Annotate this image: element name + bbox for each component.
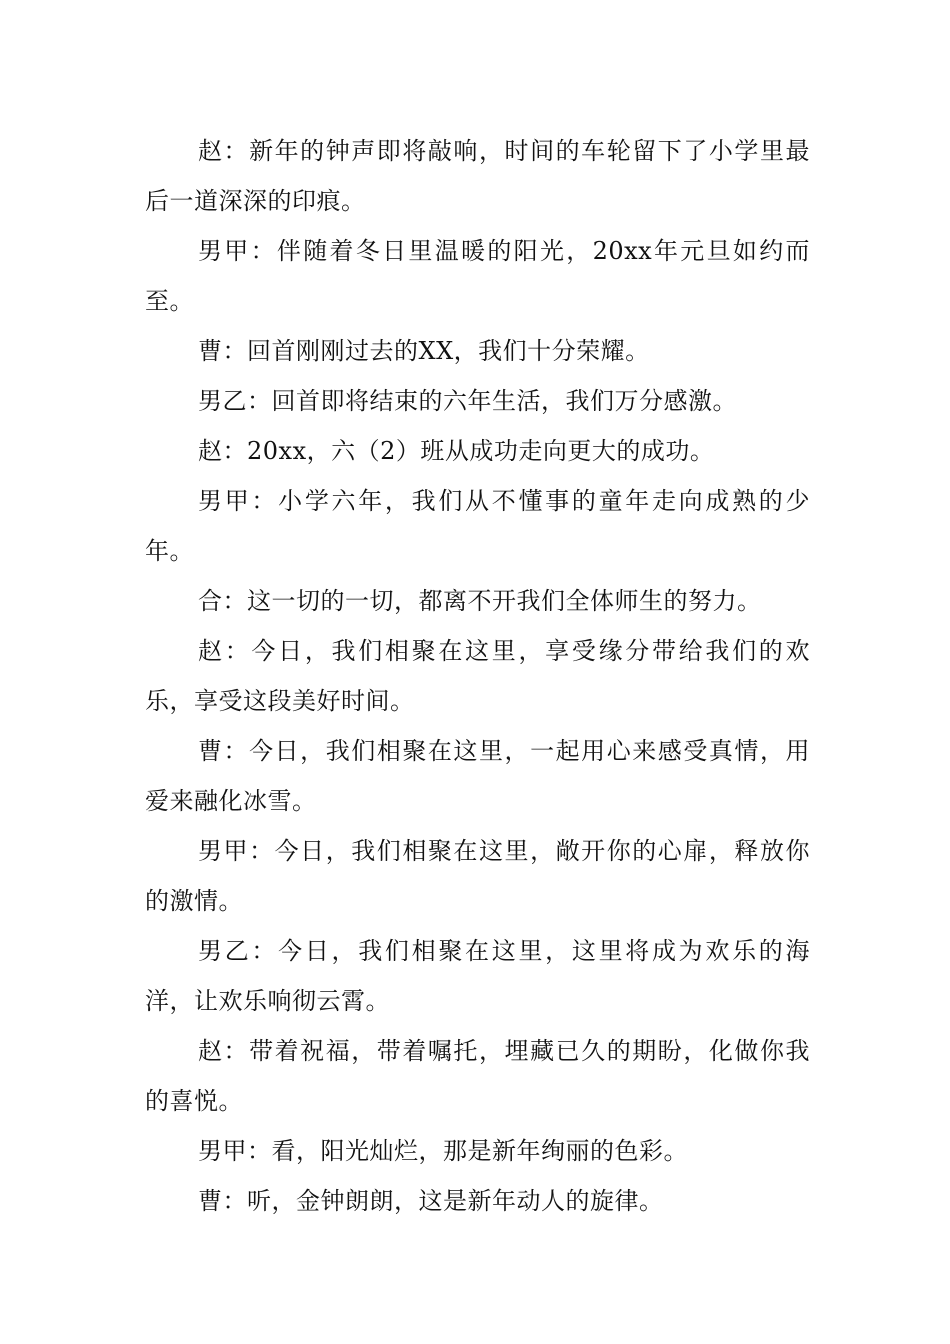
paragraph: 合：这一切的一切，都离不开我们全体师生的努力。: [198, 587, 762, 615]
paragraph: 男甲：看，阳光灿烂，那是新年绚丽的色彩。: [198, 1137, 688, 1165]
paragraph: 赵：20xx，六（2）班从成功走向更大的成功。: [198, 437, 715, 465]
paragraph: 男甲：小学六年，我们从不懂事的童年走向成熟的少年。: [145, 487, 810, 565]
document-body: [145, 126, 810, 1226]
paragraph: 赵：新年的钟声即将敲响，时间的车轮留下了小学里最后一道深深的印痕。: [145, 137, 810, 215]
paragraph: 男乙：今日，我们相聚在这里，这里将成为欢乐的海洋，让欢乐响彻云霄。: [145, 937, 810, 1015]
paragraph: 男乙：回首即将结束的六年生活，我们万分感激。: [198, 387, 737, 415]
paragraph: 赵：带着祝福，带着嘱托，埋藏已久的期盼，化做你我的喜悦。: [145, 1037, 810, 1115]
paragraph: 曹：听，金钟朗朗，这是新年动人的旋律。: [198, 1187, 664, 1215]
paragraph: 曹：回首刚刚过去的XX，我们十分荣耀。: [198, 337, 650, 365]
paragraph: 男甲：伴随着冬日里温暖的阳光，20xx年元旦如约而至。: [145, 237, 810, 315]
paragraph: 男甲：今日，我们相聚在这里，敞开你的心扉，释放你的激情。: [145, 837, 810, 915]
paragraph: 赵：今日，我们相聚在这里，享受缘分带给我们的欢乐，享受这段美好时间。: [145, 637, 810, 715]
paragraph: 曹：今日，我们相聚在这里，一起用心来感受真情，用爱来融化冰雪。: [145, 737, 810, 815]
